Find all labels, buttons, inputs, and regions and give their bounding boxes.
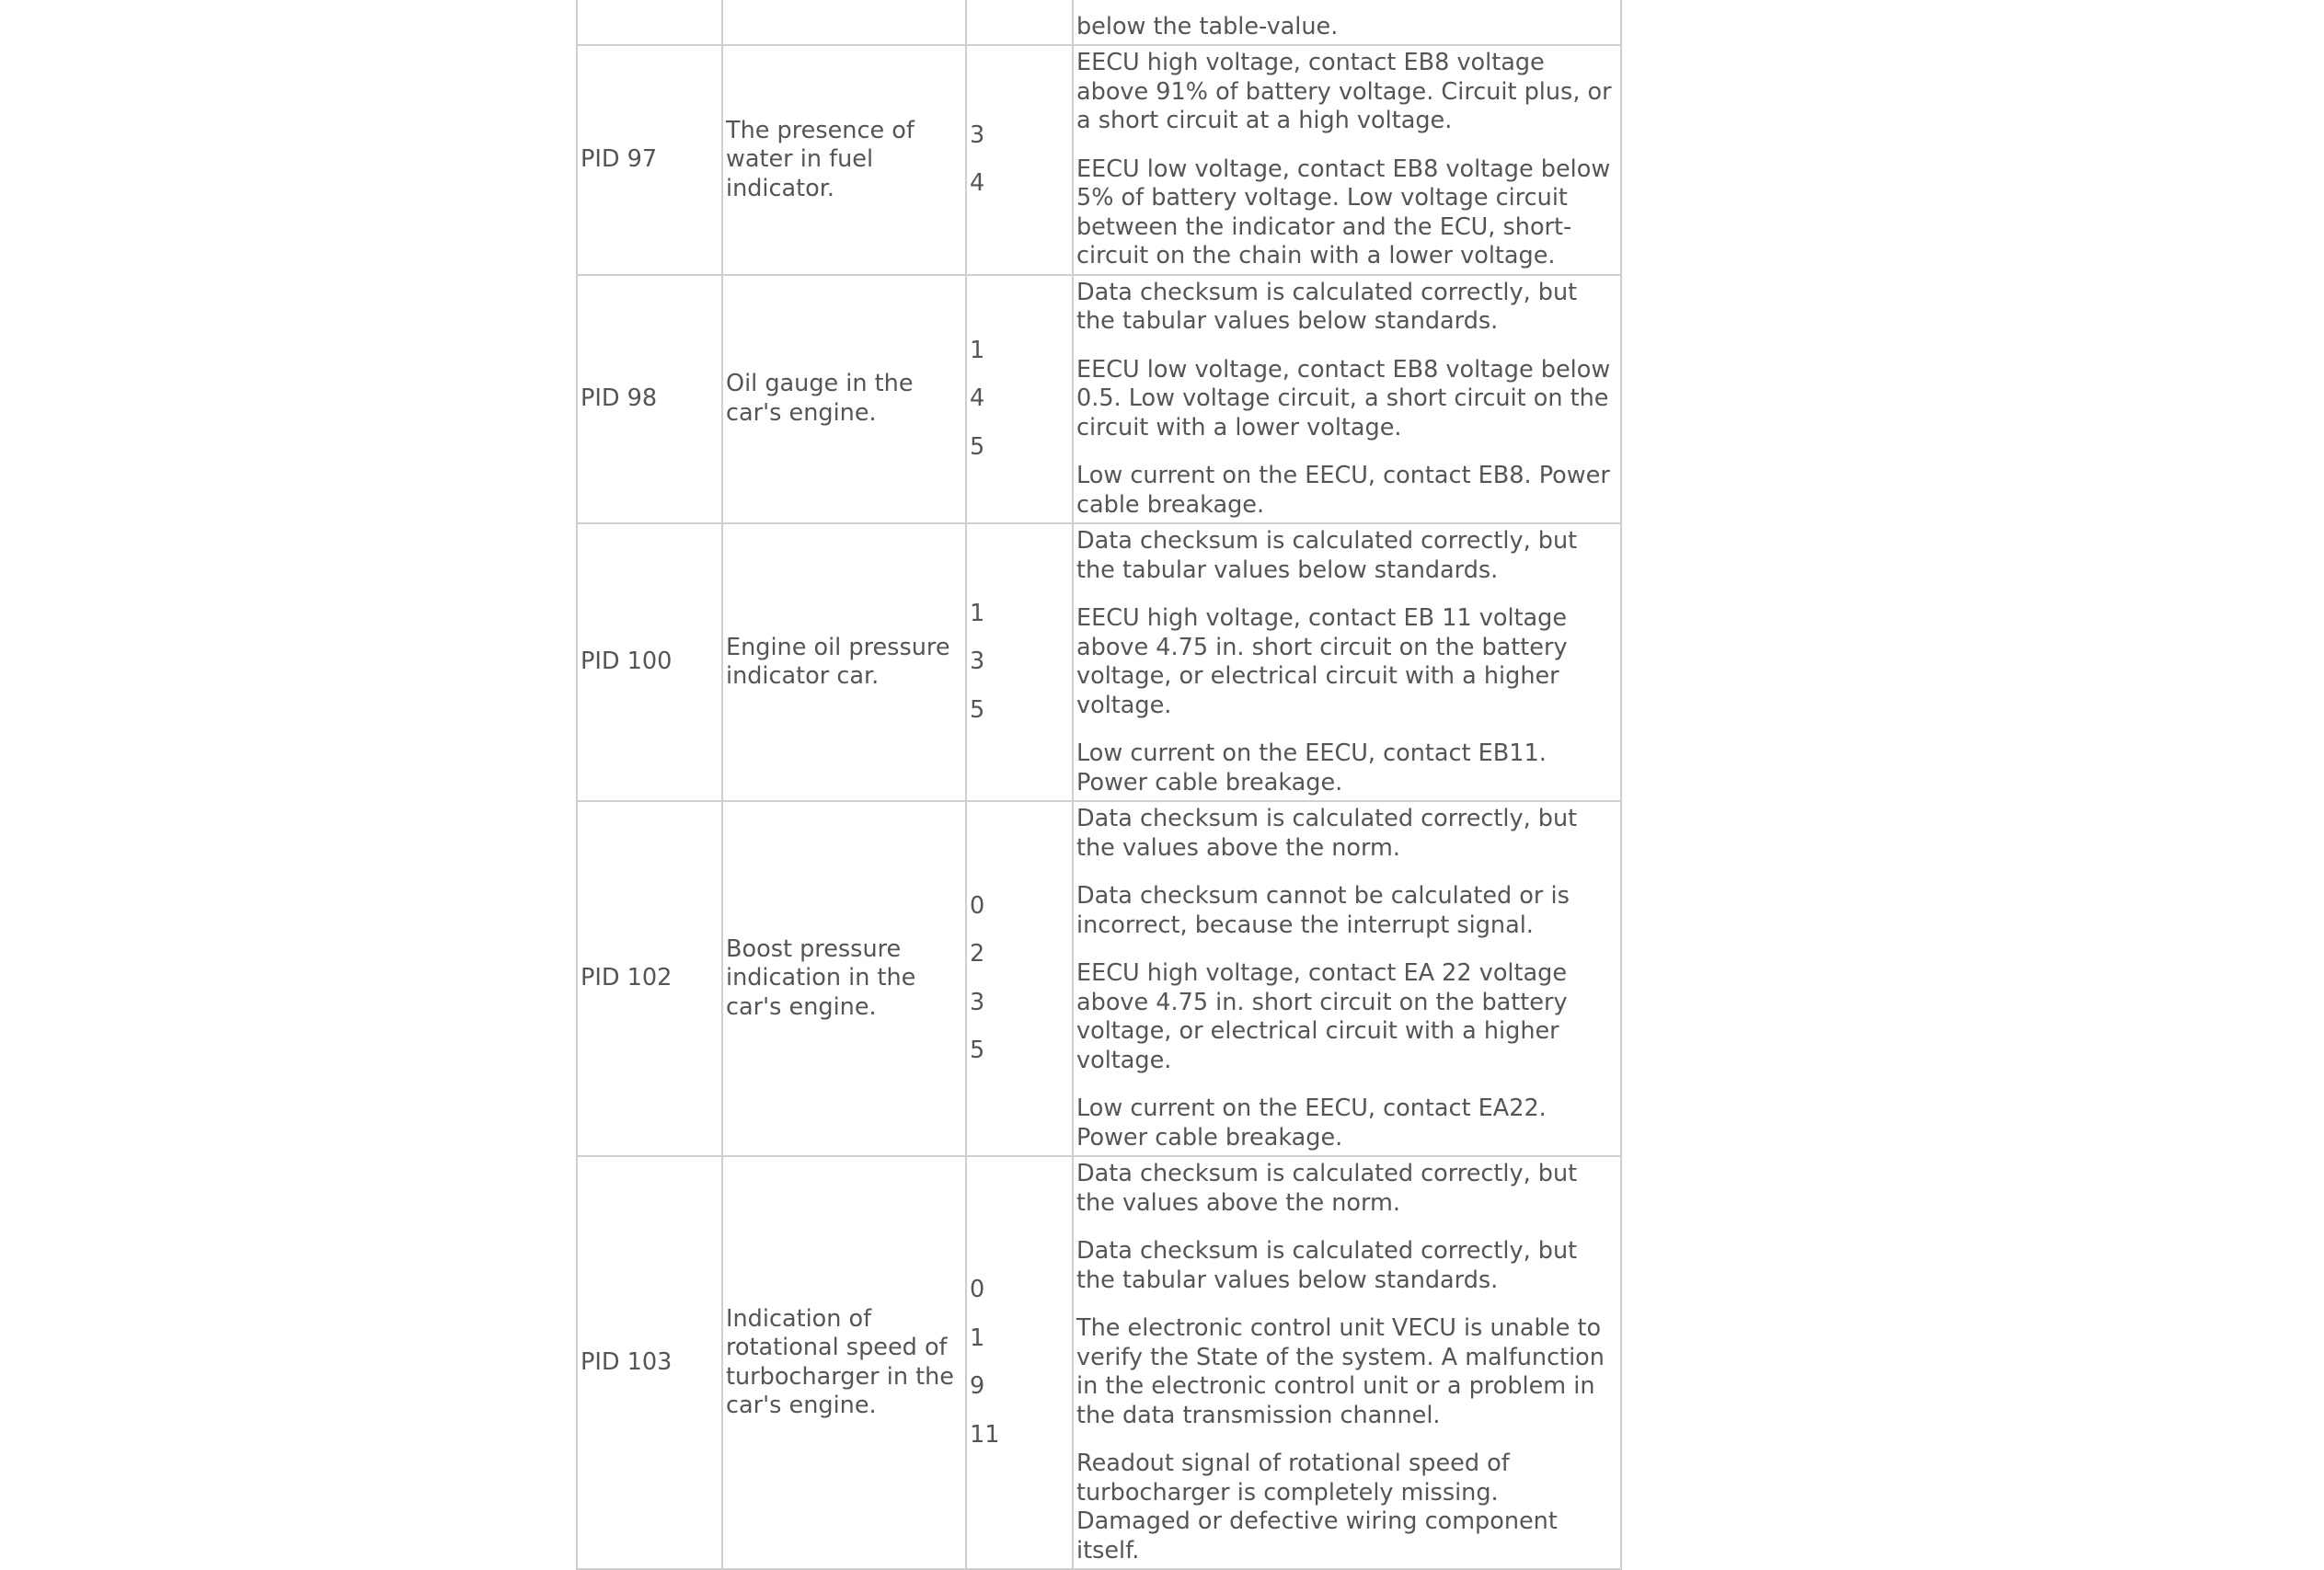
fault-code: 3: [970, 647, 985, 676]
description-item: EECU low voltage, contact EB8 voltage below 0.5. Low voltage circuit, a short circuit on the circuit with a lower voltage.: [1076, 355, 1611, 441]
pid-name-cell: Oil gauge in the car's engine.: [722, 275, 966, 524]
fault-code: 3: [970, 988, 985, 1016]
fault-code: 11: [970, 1420, 1000, 1449]
table-row: [577, 275, 1621, 524]
fault-code: 1: [970, 599, 985, 627]
description-item: Data checksum cannot be calculated or is incorrect, because the interrupt signal.: [1076, 882, 1570, 939]
pid-name-cell: Indication of rotational speed of turbocharger in the car's engine.: [722, 1156, 966, 1569]
pid-cell: PID 102: [577, 801, 722, 1156]
fault-code: 1: [970, 1324, 985, 1352]
description-list: [1076, 1160, 1617, 1565]
fault-code: 4: [970, 384, 985, 412]
description-item: EECU high voltage, contact EA 22 voltage above 4.75 in. short circuit on the battery voltage, or electrical circuit with a higher voltage.: [1076, 959, 1568, 1074]
description-item: Low current on the EECU, contact EB11. Power cable breakage.: [1076, 739, 1547, 796]
fault-code: 5: [970, 1037, 985, 1064]
pid-fault-code-table: [576, 0, 1622, 1570]
code-list: [970, 121, 1069, 199]
description-item: Data checksum is calculated correctly, but the values above the norm.: [1076, 1160, 1578, 1217]
fault-code: 1: [970, 336, 985, 364]
fault-code: 0: [970, 891, 985, 920]
code-list: [970, 600, 1069, 726]
pid-name-cell: Boost pressure indication in the car's engine.: [722, 801, 966, 1156]
code-list: [970, 1276, 1069, 1450]
descriptions-cell: [1073, 1156, 1621, 1569]
fault-code: 0: [970, 1276, 985, 1303]
fault-code: 4: [970, 169, 985, 198]
descriptions-cell: [1073, 275, 1621, 524]
pid-cell: PID 97: [577, 45, 722, 275]
codes-cell: [966, 1156, 1073, 1569]
fault-code: 5: [970, 695, 985, 724]
codes-cell: [966, 45, 1073, 275]
description-list: [1076, 13, 1617, 42]
pid-cell: PID 98: [577, 275, 722, 524]
description-item: EECU high voltage, contact EB 11 voltage above 4.75 in. short circuit on the battery voltage, or electrical circuit with a higher voltage.: [1076, 604, 1568, 719]
description-item: Low current on the EECU, contact EA22. Power cable breakage.: [1076, 1094, 1547, 1152]
description-item: EECU high voltage, contact EB8 voltage above 91% of battery voltage. Circuit plus, or a short circuit at a high voltage.: [1076, 49, 1612, 134]
description-item: Data checksum is calculated correctly, but the tabular values below standards.: [1076, 527, 1578, 584]
codes-cell: [966, 275, 1073, 524]
fault-code: 3: [970, 120, 985, 149]
description-item: Low current on the EECU, contact EB8. Power cable breakage.: [1076, 462, 1610, 519]
table-row: [577, 0, 1621, 45]
description-item: Data checksum is calculated correctly, but the tabular values below standards.: [1076, 278, 1578, 335]
description-item: Readout signal of rotational speed of turbocharger is completely missing. Damaged or defective wiring component itself.: [1076, 1450, 1558, 1564]
codes-cell: [966, 523, 1073, 801]
pid-name-cell: The presence of water in fuel indicator.: [722, 45, 966, 275]
table-row: [577, 45, 1621, 275]
description-item: The electronic control unit VECU is unable to verify the State of the system. A malfunction in the electronic control unit or a problem in the data transmission channel.: [1076, 1314, 1605, 1429]
description-item: EECU low voltage, contact EB8 voltage below 5% of battery voltage. Low voltage circuit between the indicator and the ECU, short-circuit on the chain with a lower voltage.: [1076, 155, 1611, 269]
fault-code: 9: [970, 1372, 985, 1400]
description-item: below the table-value.: [1076, 12, 1339, 40]
table-body: [577, 0, 1621, 1569]
pid-name-cell: Engine oil pressure indicator car.: [722, 523, 966, 801]
fault-code: 5: [970, 432, 985, 461]
table-row: [577, 801, 1621, 1156]
descriptions-cell: [1073, 801, 1621, 1156]
description-item: Data checksum is calculated correctly, but the values above the norm.: [1076, 805, 1578, 862]
code-list: [970, 337, 1069, 463]
table-row: [577, 523, 1621, 801]
descriptions-cell: [1073, 45, 1621, 275]
codes-cell: [966, 0, 1073, 45]
description-item: Data checksum is calculated correctly, but the tabular values below standards.: [1076, 1237, 1578, 1294]
fault-code: 2: [970, 940, 985, 968]
pid-cell: PID 103: [577, 1156, 722, 1569]
pid-cell: [577, 0, 722, 45]
description-list: [1076, 279, 1617, 521]
table-row: [577, 1156, 1621, 1569]
description-list: [1076, 49, 1617, 271]
code-list: [970, 892, 1069, 1066]
descriptions-cell: [1073, 0, 1621, 45]
pid-cell: PID 100: [577, 523, 722, 801]
codes-cell: [966, 801, 1073, 1156]
pid-name-cell: [722, 0, 966, 45]
description-list: [1076, 527, 1617, 797]
descriptions-cell: [1073, 523, 1621, 801]
description-list: [1076, 805, 1617, 1152]
